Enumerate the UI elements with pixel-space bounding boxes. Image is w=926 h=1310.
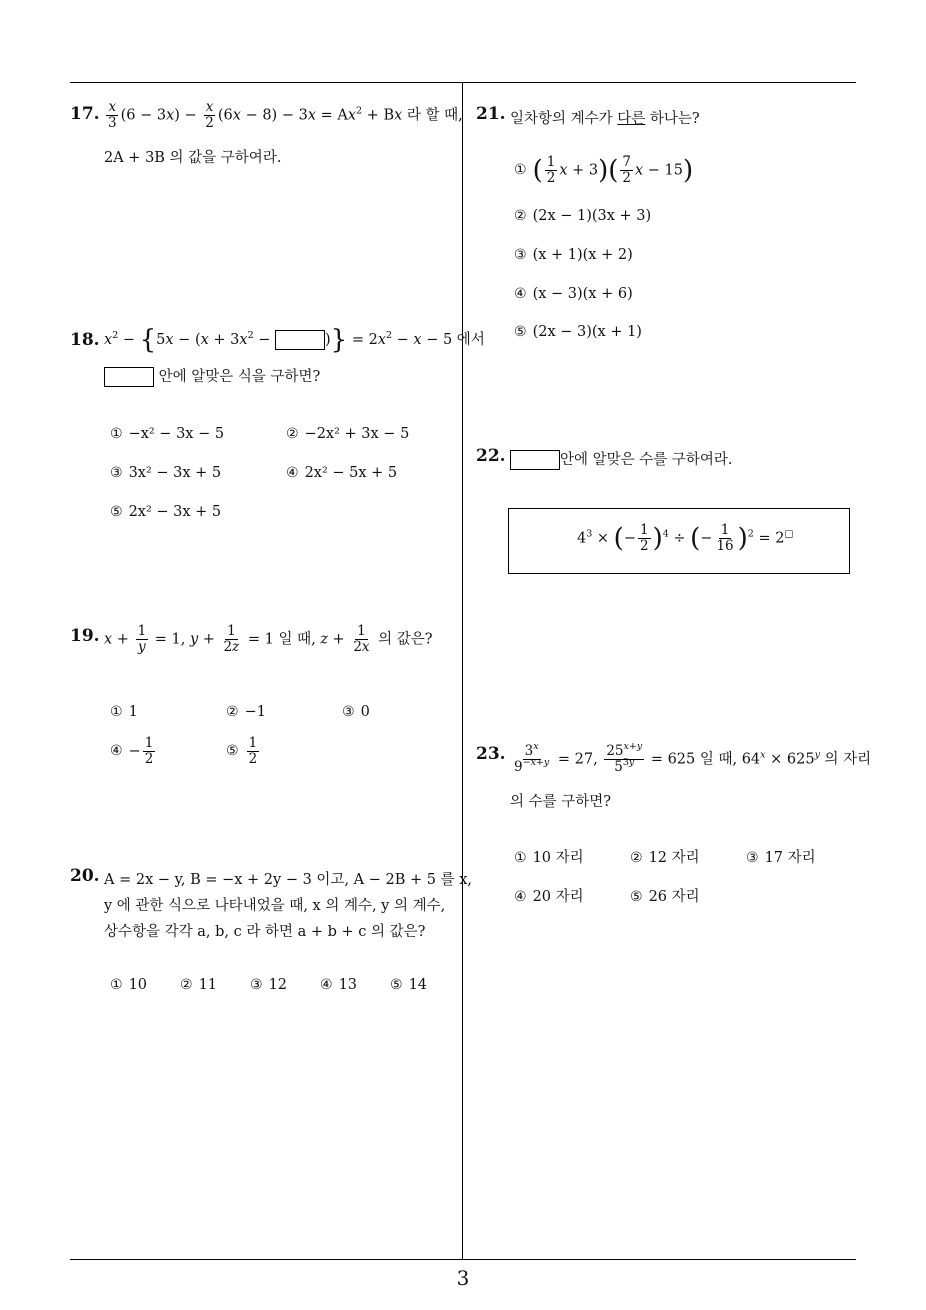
q18-option-2[interactable]: ② −2x² + 3x − 5 bbox=[286, 426, 410, 442]
q18-option-1[interactable]: ① −x² − 3x − 5 bbox=[110, 426, 225, 442]
q22-expression: $4^3$ × (− $\frac{1}{2}$ )$^4$ ÷ (− $\frac{1}{16}$ )$^2$ = 2□ bbox=[577, 522, 794, 554]
q20-option-5[interactable]: ⑤ 14 bbox=[390, 977, 428, 993]
q19-number: 19. bbox=[70, 626, 100, 646]
q19-option-4[interactable]: ④ − $\frac{1}{2}$ bbox=[110, 735, 154, 767]
q23-line2: 의 수를 구하면? bbox=[510, 794, 612, 810]
q20-line1: A = 2x − y, B = −x + 2y − 3 이고, A − 2B + 5 를 x, bbox=[104, 872, 472, 888]
q17-line1: $\frac{x}{3}$ (6 − 3x) − $\frac{x}{2}$ $(6x - 8) - 3x = Ax^2 + Bx$ 라 할 때, bbox=[108, 99, 463, 131]
q18-option-4[interactable]: ④ 2x² − 5x + 5 bbox=[286, 465, 398, 481]
page-number: 3 bbox=[456, 1266, 470, 1290]
q21-option-5[interactable]: ⑤ (2x − 3)(x + 1) bbox=[514, 324, 642, 340]
q20-option-2[interactable]: ② 11 bbox=[180, 977, 218, 993]
q21-number: 21. bbox=[476, 104, 506, 124]
q18-number: 18. bbox=[70, 330, 100, 350]
q22-text: 안에 알맞은 수를 구하여라. bbox=[560, 452, 733, 468]
q20-number: 20. bbox=[70, 866, 100, 886]
q22-number: 22. bbox=[476, 446, 506, 466]
q19-option-5[interactable]: ⑤ $\frac{1}{2}$ bbox=[226, 735, 258, 767]
q23-option-5[interactable]: ⑤ 26 자리 bbox=[630, 889, 700, 905]
q17-line2: 2A + 3B 의 값을 구하여라. bbox=[104, 150, 282, 166]
q21-option-3[interactable]: ③ (x + 1)(x + 2) bbox=[514, 247, 633, 263]
q18-text-b: 안에 알맞은 식을 구하면? bbox=[158, 369, 321, 385]
q18-blank-box bbox=[275, 330, 325, 350]
q20-line2: y 에 관한 식으로 나타내었을 때, x 의 계수, y 의 계수, bbox=[104, 898, 446, 914]
q19-text-b: 의 값은? bbox=[378, 631, 433, 648]
q18-option-5[interactable]: ⑤ 2x² − 3x + 5 bbox=[110, 504, 222, 520]
q18-blank-box-2 bbox=[104, 367, 154, 387]
q19-option-1[interactable]: ① 1 bbox=[110, 704, 138, 720]
q21-option-4[interactable]: ④ (x − 3)(x + 6) bbox=[514, 286, 633, 302]
bottom-rule bbox=[70, 1259, 856, 1260]
q22-blank-box bbox=[510, 450, 560, 470]
q20-line3: 상수항을 각각 a, b, c 라 하면 a + b + c 의 값은? bbox=[104, 924, 426, 940]
q17-text-a: 라 할 때, bbox=[402, 107, 463, 124]
top-rule bbox=[70, 82, 856, 83]
q23-option-4[interactable]: ④ 20 자리 bbox=[514, 889, 584, 905]
q21-line1: 일차항의 계수가 다른 하나는? bbox=[510, 111, 700, 127]
q23-option-3[interactable]: ③ 17 자리 bbox=[746, 850, 816, 866]
q23-number: 23. bbox=[476, 744, 506, 764]
q19-option-3[interactable]: ③ 0 bbox=[342, 704, 370, 720]
column-divider bbox=[462, 82, 463, 1259]
q20-option-4[interactable]: ④ 13 bbox=[320, 977, 358, 993]
q18-text-a: 에서 bbox=[452, 332, 485, 348]
q20-option-3[interactable]: ③ 12 bbox=[250, 977, 288, 993]
q21-option-2[interactable]: ② (2x − 1)(3x + 3) bbox=[514, 208, 652, 224]
q19-line1: x + $\frac{1}{y}$ = 1, y + $\frac{1}{2z}$ = 1 일 때, z + $\frac{1}{2x}$ 의 값은? bbox=[104, 623, 433, 655]
q20-option-1[interactable]: ① 10 bbox=[110, 977, 148, 993]
q23-line1: $\frac{3^x}{9^{-x+y}}$ = 27, $\frac{25^{x+y}}{5^{3y}}$ = 625 일 때, $64^x \times 625^y$ 의 자리 bbox=[514, 741, 872, 775]
q17-number: 17. bbox=[70, 104, 100, 124]
q22-expression-box bbox=[508, 508, 850, 574]
q22-line1 bbox=[510, 448, 733, 470]
q18-line1: $x^2 - \{5x - (x + 3x^2$ − )} = $2x^2 - x - 5$ 에서 bbox=[104, 325, 485, 355]
q19-option-2[interactable]: ② −1 bbox=[226, 704, 266, 720]
q23-option-2[interactable]: ② 12 자리 bbox=[630, 850, 700, 866]
q18-option-3[interactable]: ③ 3x² − 3x + 5 bbox=[110, 465, 222, 481]
q23-option-1[interactable]: ① 10 자리 bbox=[514, 850, 584, 866]
q18-line2 bbox=[104, 365, 320, 387]
q21-option-1[interactable]: ① ( $\frac{1}{2}$ x + 3)( $\frac{7}{2}$ x − 15) bbox=[514, 154, 694, 186]
q21-underlined-word: 다른 bbox=[617, 111, 646, 127]
q19-text-a: 일 때, bbox=[278, 631, 316, 648]
